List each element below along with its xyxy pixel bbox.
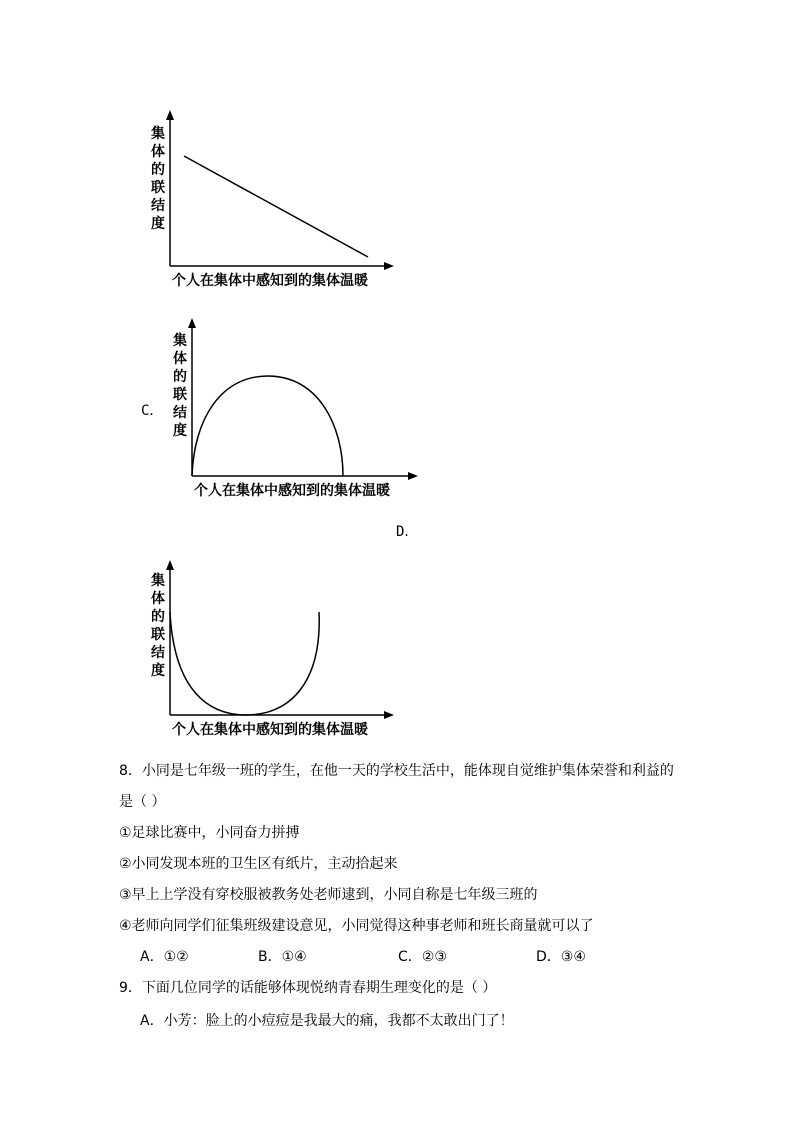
q8-option-a: A．①②: [140, 949, 189, 965]
option-d-label: D．: [396, 524, 419, 540]
q8-option-d: D．③④: [536, 949, 586, 965]
graph1-xlabel: 个人在集体中感知到的集体温暖: [172, 273, 368, 289]
q8-stem-line1: 8．小同是七年级一班的学生，在他一天的学校生活中，能体现自觉维护集体荣誉和利益的: [119, 763, 674, 779]
q8-option-c: C．②③: [398, 949, 447, 965]
curve-u: [170, 612, 319, 715]
curve-inverted-u: [192, 376, 343, 476]
y-axis-arrow: [188, 318, 196, 328]
q9-option-a: A．小芳：脸上的小痘痘是我最大的痛，我都不太敢出门了！: [140, 1013, 514, 1029]
option-c-label: C．: [141, 403, 164, 419]
graph1-ylabel: 集体的联结度: [151, 126, 165, 232]
graphc-ylabel: 集体的联结度: [173, 333, 187, 439]
y-axis-arrow: [166, 110, 174, 120]
x-axis-arrow: [384, 711, 394, 719]
q8-item-1: ①足球比赛中，小同奋力拼搏: [119, 825, 300, 841]
x-axis-arrow: [384, 262, 394, 270]
graphc-xlabel: 个人在集体中感知到的集体温暖: [194, 483, 390, 499]
q8-item-4: ④老师向同学们征集班级建设意见，小同觉得这种事老师和班长商量就可以了: [119, 918, 594, 934]
q8-item-2: ②小同发现本班的卫生区有纸片，主动拾起来: [119, 856, 398, 872]
y-axis-arrow: [166, 560, 174, 570]
graphd-ylabel: 集体的联结度: [151, 573, 165, 679]
q8-item-3: ③早上上学没有穿校服被教务处老师逮到，小同自称是七年级三班的: [119, 887, 538, 903]
graphd-xlabel: 个人在集体中感知到的集体温暖: [172, 722, 368, 738]
q9-stem: 9．下面几位同学的话能够体现悦纳青春期生理变化的是（ ）: [119, 980, 497, 996]
q8-option-b: B．①④: [258, 949, 307, 965]
curve-linear: [184, 156, 368, 257]
q8-stem-line2: 是（ ）: [119, 794, 166, 810]
x-axis-arrow: [408, 472, 418, 480]
